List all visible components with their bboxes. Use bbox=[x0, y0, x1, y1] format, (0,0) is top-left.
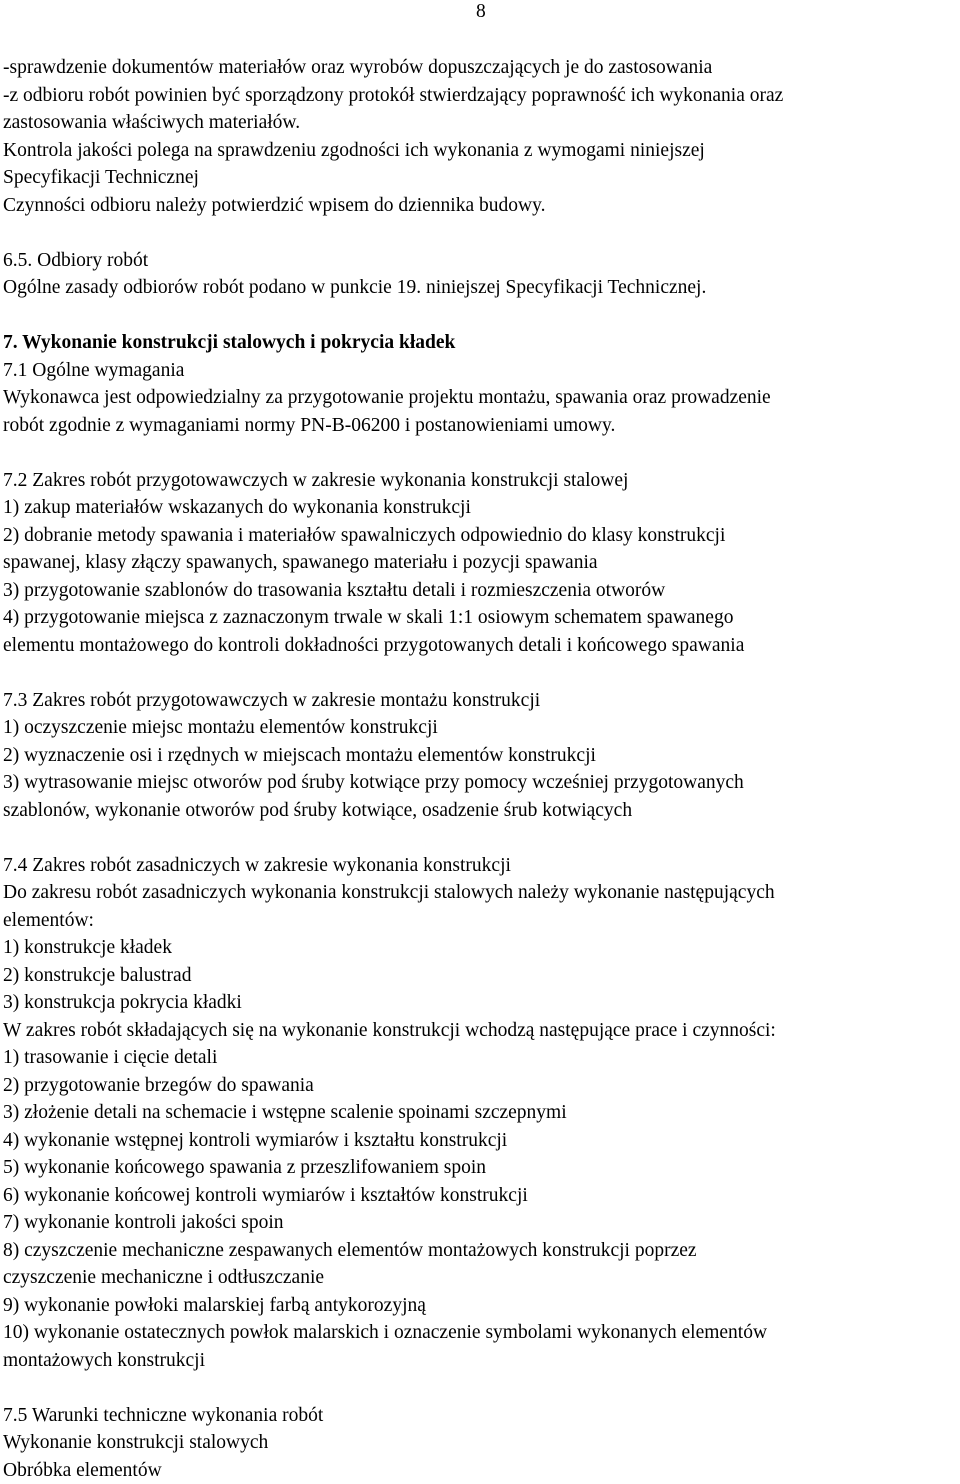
subsection-7-2 bbox=[3, 467, 953, 660]
list-item: 2) konstrukcje balustrad bbox=[3, 962, 953, 990]
list-item: 9) wykonanie powłoki malarskiej farbą antykorozyjną bbox=[3, 1292, 953, 1320]
text-line: elementów: bbox=[3, 907, 953, 935]
list-item: szablonów, wykonanie otworów pod śruby kotwiące, osadzenie śrub kotwiących bbox=[3, 797, 953, 825]
chapter-heading: 7. Wykonanie konstrukcji stalowych i pokrycia kładek bbox=[3, 329, 953, 357]
list-item: 8) czyszczenie mechaniczne zespawanych elementów montażowych konstrukcji poprzez bbox=[3, 1237, 953, 1265]
spacer bbox=[3, 219, 953, 247]
subsection-title: 7.5 Warunki techniczne wykonania robót bbox=[3, 1402, 953, 1430]
text-line: Wykonanie konstrukcji stalowych bbox=[3, 1429, 953, 1457]
section-title: 6.5. Odbiory robót bbox=[3, 247, 953, 275]
subsection-7-4 bbox=[3, 852, 953, 1375]
spacer bbox=[3, 439, 953, 467]
list-item: 3) konstrukcja pokrycia kładki bbox=[3, 989, 953, 1017]
text-line: robót zgodnie z wymaganiami normy PN-B-06200 i postanowieniami umowy. bbox=[3, 412, 953, 440]
list-item: 1) zakup materiałów wskazanych do wykonania konstrukcji bbox=[3, 494, 953, 522]
list-item: 2) przygotowanie brzegów do spawania bbox=[3, 1072, 953, 1100]
list-item: 4) wykonanie wstępnej kontroli wymiarów i kształtu konstrukcji bbox=[3, 1127, 953, 1155]
list-item: 1) konstrukcje kładek bbox=[3, 934, 953, 962]
subsection-7-5 bbox=[3, 1402, 953, 1484]
list-item: 2) dobranie metody spawania i materiałów spawalniczych odpowiednio do klasy konstrukcji bbox=[3, 522, 953, 550]
list-item: 2) wyznaczenie osi i rzędnych w miejscach montażu elementów konstrukcji bbox=[3, 742, 953, 770]
list-item: 3) wytrasowanie miejsc otworów pod śruby kotwiące przy pomocy wcześniej przygotowanych bbox=[3, 769, 953, 797]
list-item: 10) wykonanie ostatecznych powłok malarskich i oznaczenie symbolami wykonanych elementów bbox=[3, 1319, 953, 1347]
list-item: czyszczenie mechaniczne i odtłuszczanie bbox=[3, 1264, 953, 1292]
list-item: 3) przygotowanie szablonów do trasowania kształtu detali i rozmieszczenia otworów bbox=[3, 577, 953, 605]
subsection-title: 7.1 Ogólne wymagania bbox=[3, 357, 953, 385]
subsection-title: 7.3 Zakres robót przygotowawczych w zakresie montażu konstrukcji bbox=[3, 687, 953, 715]
document-body bbox=[3, 54, 953, 1484]
text-line: Ogólne zasady odbiorów robót podano w punkcie 19. niniejszej Specyfikacji Technicznej. bbox=[3, 274, 953, 302]
text-line: Wykonawca jest odpowiedzialny za przygotowanie projektu montażu, spawania oraz prowadzenie bbox=[3, 384, 953, 412]
spacer bbox=[3, 659, 953, 687]
text-line: Kontrola jakości polega na sprawdzeniu zgodności ich wykonania z wymogami niniejszej bbox=[3, 137, 953, 165]
subsection-7-3 bbox=[3, 687, 953, 825]
list-item: 3) złożenie detali na schemacie i wstępne scalenie spoinami szczepnymi bbox=[3, 1099, 953, 1127]
subsection-7-1 bbox=[3, 357, 953, 440]
list-item: montażowych konstrukcji bbox=[3, 1347, 953, 1375]
page-number: 8 bbox=[476, 0, 486, 26]
list-item: elementu montażowego do kontroli dokładności przygotowanych detali i końcowego spawania bbox=[3, 632, 953, 660]
text-line: Czynności odbioru należy potwierdzić wpisem do dziennika budowy. bbox=[3, 192, 953, 220]
subsection-title: 7.4 Zakres robót zasadniczych w zakresie wykonania konstrukcji bbox=[3, 852, 953, 880]
list-item: 1) oczyszczenie miejsc montażu elementów konstrukcji bbox=[3, 714, 953, 742]
section-6-5 bbox=[3, 247, 953, 302]
list-item: 6) wykonanie końcowej kontroli wymiarów i kształtów konstrukcji bbox=[3, 1182, 953, 1210]
section-6-5-intro bbox=[3, 54, 953, 219]
list-item: spawanej, klasy złączy spawanych, spawanego materiału i pozycji spawania bbox=[3, 549, 953, 577]
list-item: 4) przygotowanie miejsca z zaznaczonym trwale w skali 1:1 osiowym schematem spawanego bbox=[3, 604, 953, 632]
text-line: Specyfikacji Technicznej bbox=[3, 164, 953, 192]
text-line: zastosowania właściwych materiałów. bbox=[3, 109, 953, 137]
text-line: Obróbka elementów bbox=[3, 1457, 953, 1484]
subsection-title: 7.2 Zakres robót przygotowawczych w zakresie wykonania konstrukcji stalowej bbox=[3, 467, 953, 495]
list-item: 7) wykonanie kontroli jakości spoin bbox=[3, 1209, 953, 1237]
text-line: W zakres robót składających się na wykonanie konstrukcji wchodzą następujące prace i czynności: bbox=[3, 1017, 953, 1045]
section-7 bbox=[3, 329, 953, 1484]
text-line: Do zakresu robót zasadniczych wykonania konstrukcji stalowych należy wykonanie następujących bbox=[3, 879, 953, 907]
list-item: 5) wykonanie końcowego spawania z przeszlifowaniem spoin bbox=[3, 1154, 953, 1182]
list-item: 1) trasowanie i cięcie detali bbox=[3, 1044, 953, 1072]
spacer bbox=[3, 824, 953, 852]
text-line: -sprawdzenie dokumentów materiałów oraz wyrobów dopuszczających je do zastosowania bbox=[3, 54, 953, 82]
text-line: -z odbioru robót powinien być sporządzony protokół stwierdzający poprawność ich wykonania oraz bbox=[3, 82, 953, 110]
spacer bbox=[3, 1374, 953, 1402]
spacer bbox=[3, 302, 953, 330]
